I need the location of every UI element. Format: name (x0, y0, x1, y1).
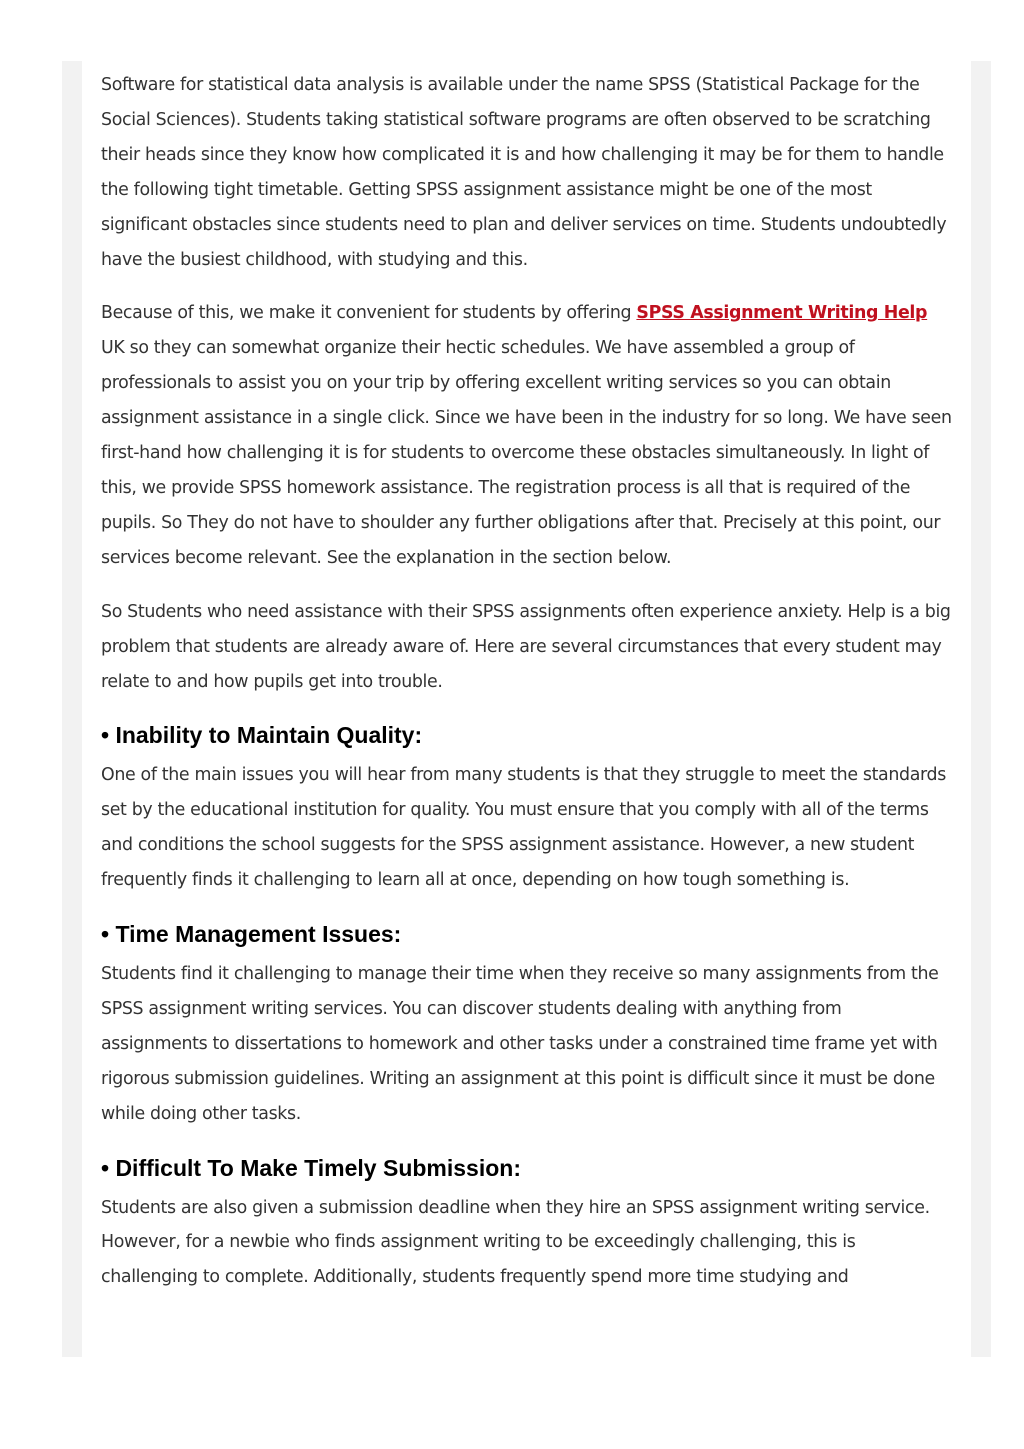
spss-assignment-writing-help-link[interactable]: SPSS Assignment Writing Help (636, 303, 928, 324)
section-heading-timely-submission: • Difficult To Make Timely Submission: (101, 1154, 521, 1181)
section-heading-time-management: • Time Management Issues: (101, 921, 402, 948)
section-body-timely-submission: Students are also given a submission deadline when they hire an SPSS assignment writing service. However, for a newbie who finds assignment writing to be exceedingly challenging, this is challenging to complete. Additionally, students frequently spend more time studying and (101, 1197, 930, 1288)
section-heading-quality: • Inability to Maintain Quality: (101, 722, 423, 749)
services-text-after: UK so they can somewhat organize their hectic schedules. We have assembled a group of professionals to assist you on your trip by offering excellent writing services so you can obtain assignment assistance in a single click. Since we have been in the industry for so long. We have seen first-hand how challenging it is for students to overcome these obstacles simultaneously. In light of this, we provide SPSS homework assistance. The registration process is all that is required of the pupils. So They do not have to shoulder any further obligations after that. Precisely at this point, our services become relevant. See the explanation in the section below. (101, 338, 952, 568)
section-body-quality: One of the main issues you will hear from many students is that they struggle to meet the standards set by the educational institution for quality. You must ensure that you comply with all of the terms and conditions the school suggests for the SPSS assignment assistance. However, a new student frequently finds it challenging to learn all at once, depending on how tough something is. (101, 765, 946, 891)
article-content (82, 61, 971, 1357)
anxiety-paragraph: So Students who need assistance with their SPSS assignments often experience anxiety. Help is a big problem that students are already aware of. Here are several circumstances that every student may relate to and how pupils get into trouble. (101, 601, 951, 692)
services-text-before: Because of this, we make it convenient for students by offering (101, 303, 637, 324)
services-paragraph (101, 296, 953, 575)
intro-paragraph: Software for statistical data analysis is available under the name SPSS (Statistical Package for the Social Sciences). Students taking statistical software programs are often observed to be scratching their heads since they know how complicated it is and how challenging it may be for them to handle the following tight timetable. Getting SPSS assignment assistance might be one of the most significant obstacles since students need to plan and deliver services on time. Students undoubtedly have the busiest childhood, with studying and this. (101, 75, 947, 270)
section-body-time-management: Students find it challenging to manage their time when they receive so many assignments from the SPSS assignment writing services. You can discover students dealing with anything from assignments to dissertations to homework and other tasks under a constrained time frame yet with rigorous submission guidelines. Writing an assignment at this point is difficult since it must be done while doing other tasks. (101, 964, 939, 1124)
